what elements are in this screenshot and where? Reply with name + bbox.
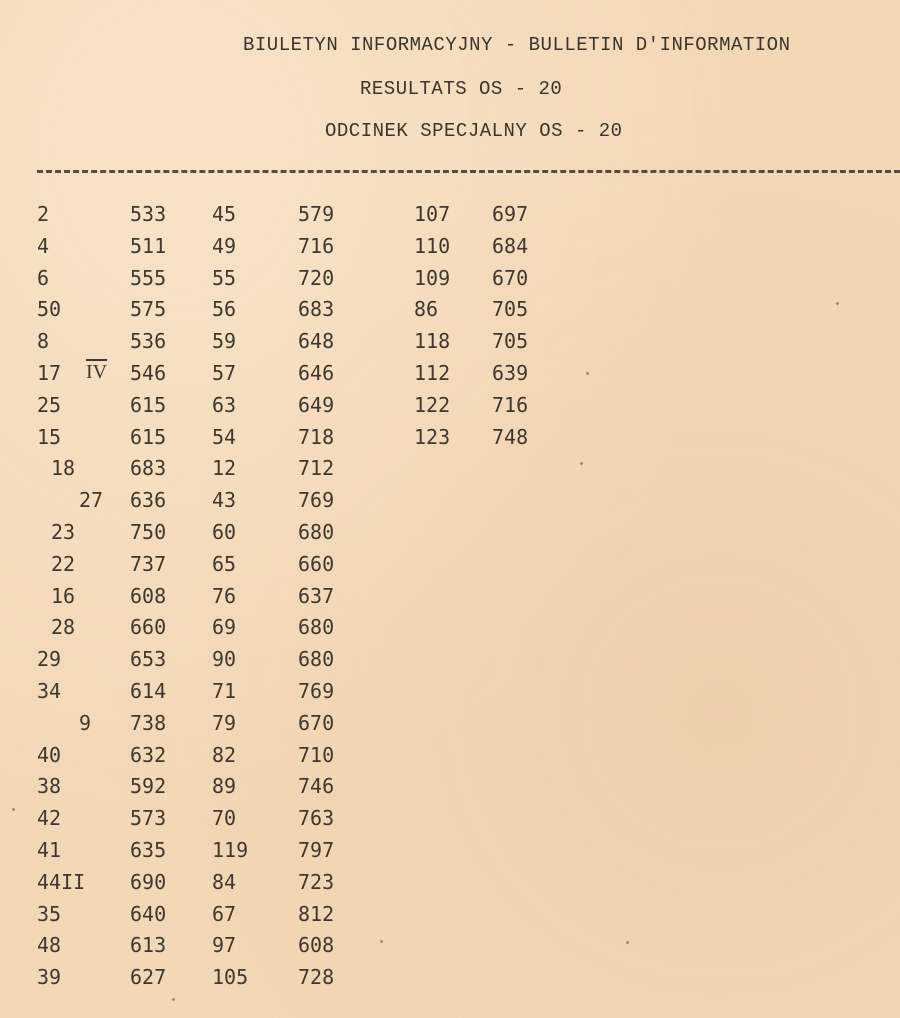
table-cell: 710 (298, 742, 335, 767)
table-cell: 105 (212, 965, 249, 990)
table-cell: 42 (37, 806, 62, 831)
table-cell: 69 (212, 615, 237, 640)
table-cell: 118 (414, 329, 451, 354)
table-cell: 18 (51, 456, 76, 481)
column-times-2 (298, 199, 358, 994)
table-cell: 615 (130, 424, 167, 449)
table-cell: 44II (37, 869, 86, 894)
table-cell: 109 (414, 265, 451, 290)
bulletin-title: BIULETYN INFORMACYJNY - BULLETIN D'INFORMATION (243, 34, 791, 56)
table-cell: 684 (492, 233, 529, 258)
table-cell: 16 (51, 583, 76, 608)
table-cell: 680 (298, 647, 335, 672)
table-cell: 763 (298, 806, 335, 831)
table-cell: 119 (212, 837, 249, 862)
table-cell: 615 (130, 392, 167, 417)
table-cell: 54 (212, 424, 237, 449)
table-cell: 718 (298, 424, 335, 449)
column-times-1 (130, 199, 190, 994)
table-cell: 579 (298, 202, 335, 226)
table-cell: 555 (130, 265, 167, 290)
table-cell: 635 (130, 837, 167, 862)
table-cell: 670 (492, 265, 529, 290)
table-cell: 592 (130, 774, 167, 799)
table-cell: 812 (298, 901, 335, 926)
table-cell: 716 (298, 233, 335, 258)
table-cell: 107 (414, 202, 451, 226)
table-cell: 84 (212, 869, 237, 894)
table-cell: 797 (298, 837, 335, 862)
column-car-numbers-2 (212, 199, 262, 994)
column-car-numbers-3 (414, 199, 464, 453)
paper-speck (626, 941, 629, 944)
table-cell: 34 (37, 678, 62, 703)
table-cell: 67 (212, 901, 237, 926)
table-cell: 653 (130, 647, 167, 672)
table-cell: 660 (298, 551, 335, 576)
table-cell: 614 (130, 678, 167, 703)
table-cell: 50 (37, 297, 62, 322)
table-cell: 639 (492, 360, 529, 385)
table-cell: 70 (212, 806, 237, 831)
table-cell: 22 (51, 551, 76, 576)
table-cell: 712 (298, 456, 335, 481)
table-cell: 613 (130, 933, 167, 958)
table-cell: 640 (130, 901, 167, 926)
table-cell: 41 (37, 837, 62, 862)
table-cell: 720 (298, 265, 335, 290)
table-cell: 60 (212, 519, 237, 544)
table-cell: 728 (298, 965, 335, 990)
table-cell: 82 (212, 742, 237, 767)
dashed-divider (37, 170, 900, 173)
table-cell: 683 (298, 297, 335, 322)
table-cell: 112 (414, 360, 451, 385)
table-cell: 748 (492, 424, 529, 449)
table-cell: 17 (37, 360, 62, 385)
table-cell: 690 (130, 869, 167, 894)
table-cell: 29 (37, 647, 62, 672)
table-cell: 45 (212, 202, 237, 226)
table-cell: 636 (130, 488, 167, 513)
paper-speck (12, 808, 15, 811)
paper-speck (586, 372, 589, 375)
table-cell: 750 (130, 519, 167, 544)
table-cell: 648 (298, 329, 335, 354)
table-cell: 683 (130, 456, 167, 481)
table-cell: 738 (130, 710, 167, 735)
table-cell: 608 (130, 583, 167, 608)
table-cell: 670 (298, 710, 335, 735)
column-times-3 (492, 199, 552, 453)
table-cell: 9 (79, 710, 92, 735)
table-cell: 43 (212, 488, 237, 513)
table-cell: 56 (212, 297, 237, 322)
table-cell: 608 (298, 933, 335, 958)
table-cell: 637 (298, 583, 335, 608)
table-cell: 746 (298, 774, 335, 799)
table-cell: 8 (37, 329, 50, 354)
table-cell: 35 (37, 901, 62, 926)
table-cell: 646 (298, 360, 335, 385)
table-cell: 769 (298, 488, 335, 513)
table-cell: 40 (37, 742, 62, 767)
special-stage-heading: ODCINEK SPECJALNY OS - 20 (325, 120, 623, 142)
table-cell: 632 (130, 742, 167, 767)
table-cell: 769 (298, 678, 335, 703)
table-cell: 71 (212, 678, 237, 703)
table-cell: 575 (130, 297, 167, 322)
paper-speck (172, 998, 175, 1001)
table-cell: 122 (414, 392, 451, 417)
paper-speck (836, 302, 839, 305)
table-cell: 55 (212, 265, 237, 290)
table-cell: 6 (37, 265, 50, 290)
table-cell: 680 (298, 615, 335, 640)
table-cell: 79 (212, 710, 237, 735)
table-cell: 25 (37, 392, 62, 417)
table-cell: 705 (492, 329, 529, 354)
table-cell: 697 (492, 202, 529, 226)
table-cell: 49 (212, 233, 237, 258)
table-cell: 533 (130, 202, 167, 226)
table-cell: 63 (212, 392, 237, 417)
paper-speck (380, 940, 383, 943)
table-cell: 15 (37, 424, 62, 449)
table-cell: 27 (79, 488, 104, 513)
table-cell: 57 (212, 360, 237, 385)
table-cell: 38 (37, 774, 62, 799)
table-cell: 660 (130, 615, 167, 640)
table-cell: 627 (130, 965, 167, 990)
roman-numeral-annotation: $\overline{IV}$ (86, 361, 108, 383)
table-cell: 737 (130, 551, 167, 576)
table-cell: 573 (130, 806, 167, 831)
table-cell: 123 (414, 424, 451, 449)
table-cell: 546 (130, 360, 167, 385)
table-cell: 28 (51, 615, 76, 640)
results-heading: RESULTATS OS - 20 (360, 78, 563, 100)
table-cell: 110 (414, 233, 451, 258)
table-cell: 48 (37, 933, 62, 958)
table-cell: 12 (212, 456, 237, 481)
table-cell: 649 (298, 392, 335, 417)
table-cell: 705 (492, 297, 529, 322)
table-cell: 4 (37, 233, 50, 258)
table-cell: 716 (492, 392, 529, 417)
table-cell: 723 (298, 869, 335, 894)
table-cell: 536 (130, 329, 167, 354)
table-cell: 23 (51, 519, 76, 544)
table-cell: 97 (212, 933, 237, 958)
table-cell: 86 (414, 297, 439, 322)
table-cell: 39 (37, 965, 62, 990)
table-cell: 76 (212, 583, 237, 608)
table-cell: 511 (130, 233, 167, 258)
table-cell: 90 (212, 647, 237, 672)
table-cell: 65 (212, 551, 237, 576)
table-cell: 89 (212, 774, 237, 799)
table-cell: 680 (298, 519, 335, 544)
table-cell: 59 (212, 329, 237, 354)
table-cell: 2 (37, 202, 50, 226)
paper-speck (580, 462, 583, 465)
